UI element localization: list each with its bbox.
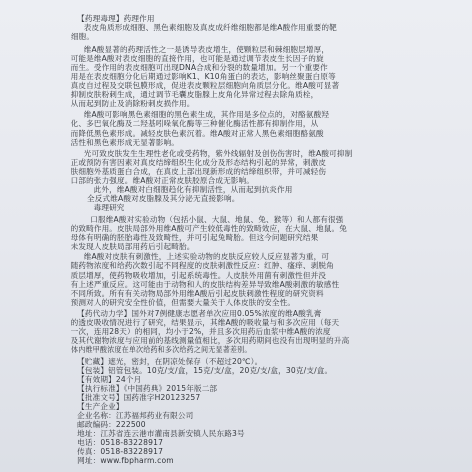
text-line: 可能是维A酸对表皮细胞的直接作用，也可能是通过调节表皮生长因子的旋 [70, 53, 324, 63]
text-line: 口部的张力强度。维A酸对正常皮肤胶原合成无影响。 [70, 176, 255, 186]
text-line: 口服维A酸对实验动物（包括小鼠、大鼠、地鼠、兔、猴等）和人都有很强 [90, 214, 344, 224]
text-line: 企业名称：江苏福邦药业有限公司 [77, 410, 194, 420]
text-line: 传真：0518-83228917 [77, 447, 164, 457]
text-line: 的透皮吸收情况进行了研究，结果显示，其维A酸的吸收量与和多次应用（每天 [70, 318, 340, 328]
text-line: 未发现人皮肤局部用药后引起畸胎。 [70, 241, 195, 251]
text-line: 电话：0518-83228917 [77, 437, 164, 447]
text-line: 及其代谢物浓度与应用前的基线测量值相比，多次用药期间也没有出现明显的升高 [70, 336, 350, 346]
text-line: 维A酸对皮肤有刺激性，上述实验动物的皮肤反应较人反应显著为重，可 [83, 252, 330, 262]
text-line: 活性和黑色素形成无显著影响。 [70, 137, 180, 147]
text-line: 维A酸显著的药理活性之一是诱导表皮增生，使颗粒层和棘细胞层增厚， [83, 44, 330, 54]
text-line: 【生产企业】 [77, 401, 124, 411]
text-line: 有上述严重反应。这可能由于动物和人的皮肤结构差异导致维A酸刺激的敏感性 [70, 279, 340, 289]
text-line: 而生。受作用的表皮细胞可出现DNA合成和分裂的数量增加。另一个重要作 [70, 62, 328, 72]
text-line: 抑制皮肤粉刺生成，通过调节毛囊皮脂腺上皮角化异常过程去除角质栓， [70, 89, 319, 99]
text-line: 而降低黑色素形成。减轻皮肤色素沉着。维A酸对正常人黑色素细胞酪氨酸 [70, 128, 324, 138]
text-line: 地址：江苏省连云港市灌南县新安镇人民东路3号 [77, 428, 245, 438]
text-line: 不同所致。所有有关动物局部外用维A酸后引起皮肤刺激性程度的研究资料 [70, 288, 324, 298]
text-line: 表皮角质形成细胞、黑色素细胞及真皮成纤维细胞都是维A酸作用重要的靶 [83, 23, 337, 33]
text-line: 【药代动力学】国外对7例健康志愿者单次应用0.05%浓度的维A酸乳膏 [77, 309, 322, 319]
text-line: 【执行标准】《中国药典》2015年版二部 [77, 383, 218, 393]
text-line: 母体有明确的胚胎毒性及致畸性，并可引起兔畸胎。但这今问题研究结果 [70, 232, 319, 242]
text-line: 的致畸作用。皮肤局部外用维A酸可产生较低毒性的致畸效应，在大鼠、地鼠。兔 [70, 223, 347, 233]
text-line: 此外，维A酸对白细胞趋化有抑制活性，从而起到抗炎作用 [93, 185, 293, 195]
text-line: 【批准文号】国药准字H20123257 [77, 392, 201, 402]
text-line: 化、多巴氧化酶及二羟基吲哚氧化酶等三种催化酶活性都有抑制作用，从 [70, 119, 319, 129]
text-line: 预测对人的研究安全性价值，但需要大量关于人体皮肤的安全性。 [70, 297, 296, 307]
text-line: 全反式维A酸对皮脂腺及其分泌无直接影响。 [87, 194, 240, 204]
text-line: 一次，连用28天）的相同，均小于2%，并且多次用药后血浆中维A酸的浓度 [70, 327, 331, 337]
text-line: 网址：www.fbpharm.com [77, 456, 174, 466]
text-line: 肤细胞外基质蛋白合成，在真皮上部出现新形成的结缔组织带，并可减轻伤 [70, 167, 327, 177]
text-line: 【包装】铝管包装。10克/支/盒，15克/支/盒，20克/支/盒，30克/支/盒。 [77, 365, 333, 375]
text-line: 光可致皮肤发生生理性老化或受药物，紫外线辐射及创伤伤害时，维A酸可抑制 [83, 149, 353, 159]
text-line: 从而起到防止及消除粉刺皮损作用。 [70, 98, 195, 108]
text-line: 邮政编码：222500 [77, 419, 146, 429]
text-line: 细胞。 [70, 32, 94, 42]
text-line: 【贮藏】遮光，密封，在阴凉处保存（不超过20℃）。 [77, 356, 263, 366]
text-line: 【药理毒理】药理作用 [77, 14, 155, 24]
text-line: 【有效期】24个月 [77, 374, 142, 384]
text-line: 用是在表皮细胞分化后期通过影响K1、K10角蛋白的表达，影响丝聚蛋白原等 [70, 71, 336, 81]
text-line: 质层增厚，使药物吸收增加，引起系统毒性。人皮肤外用菌有刺激性但并没 [70, 270, 327, 280]
text-line: 随药物浓度和给药次数引起不同程度的皮肤刺激性反应：红肿、瘙痒、剥脱角 [70, 261, 334, 271]
text-line: 维A酸可影响黑色素细胞的黑色素生成，其作用是多位点的，对酪氨酸羟 [83, 110, 330, 120]
text-line: 真皮自过程及交联包膜形成，促进表皮颗粒层细胞向角质层分化。维A酸可显著 [70, 80, 340, 90]
text-line: 体内维甲酸浓度在单次给药和多次给药之间无显著差别。 [70, 345, 252, 355]
text-line: 毒理研究 [93, 203, 125, 213]
text-line: 正或预防有害因素对真皮结缔组织生化成分及形态结构引起的异常，刺激皮 [70, 158, 327, 168]
